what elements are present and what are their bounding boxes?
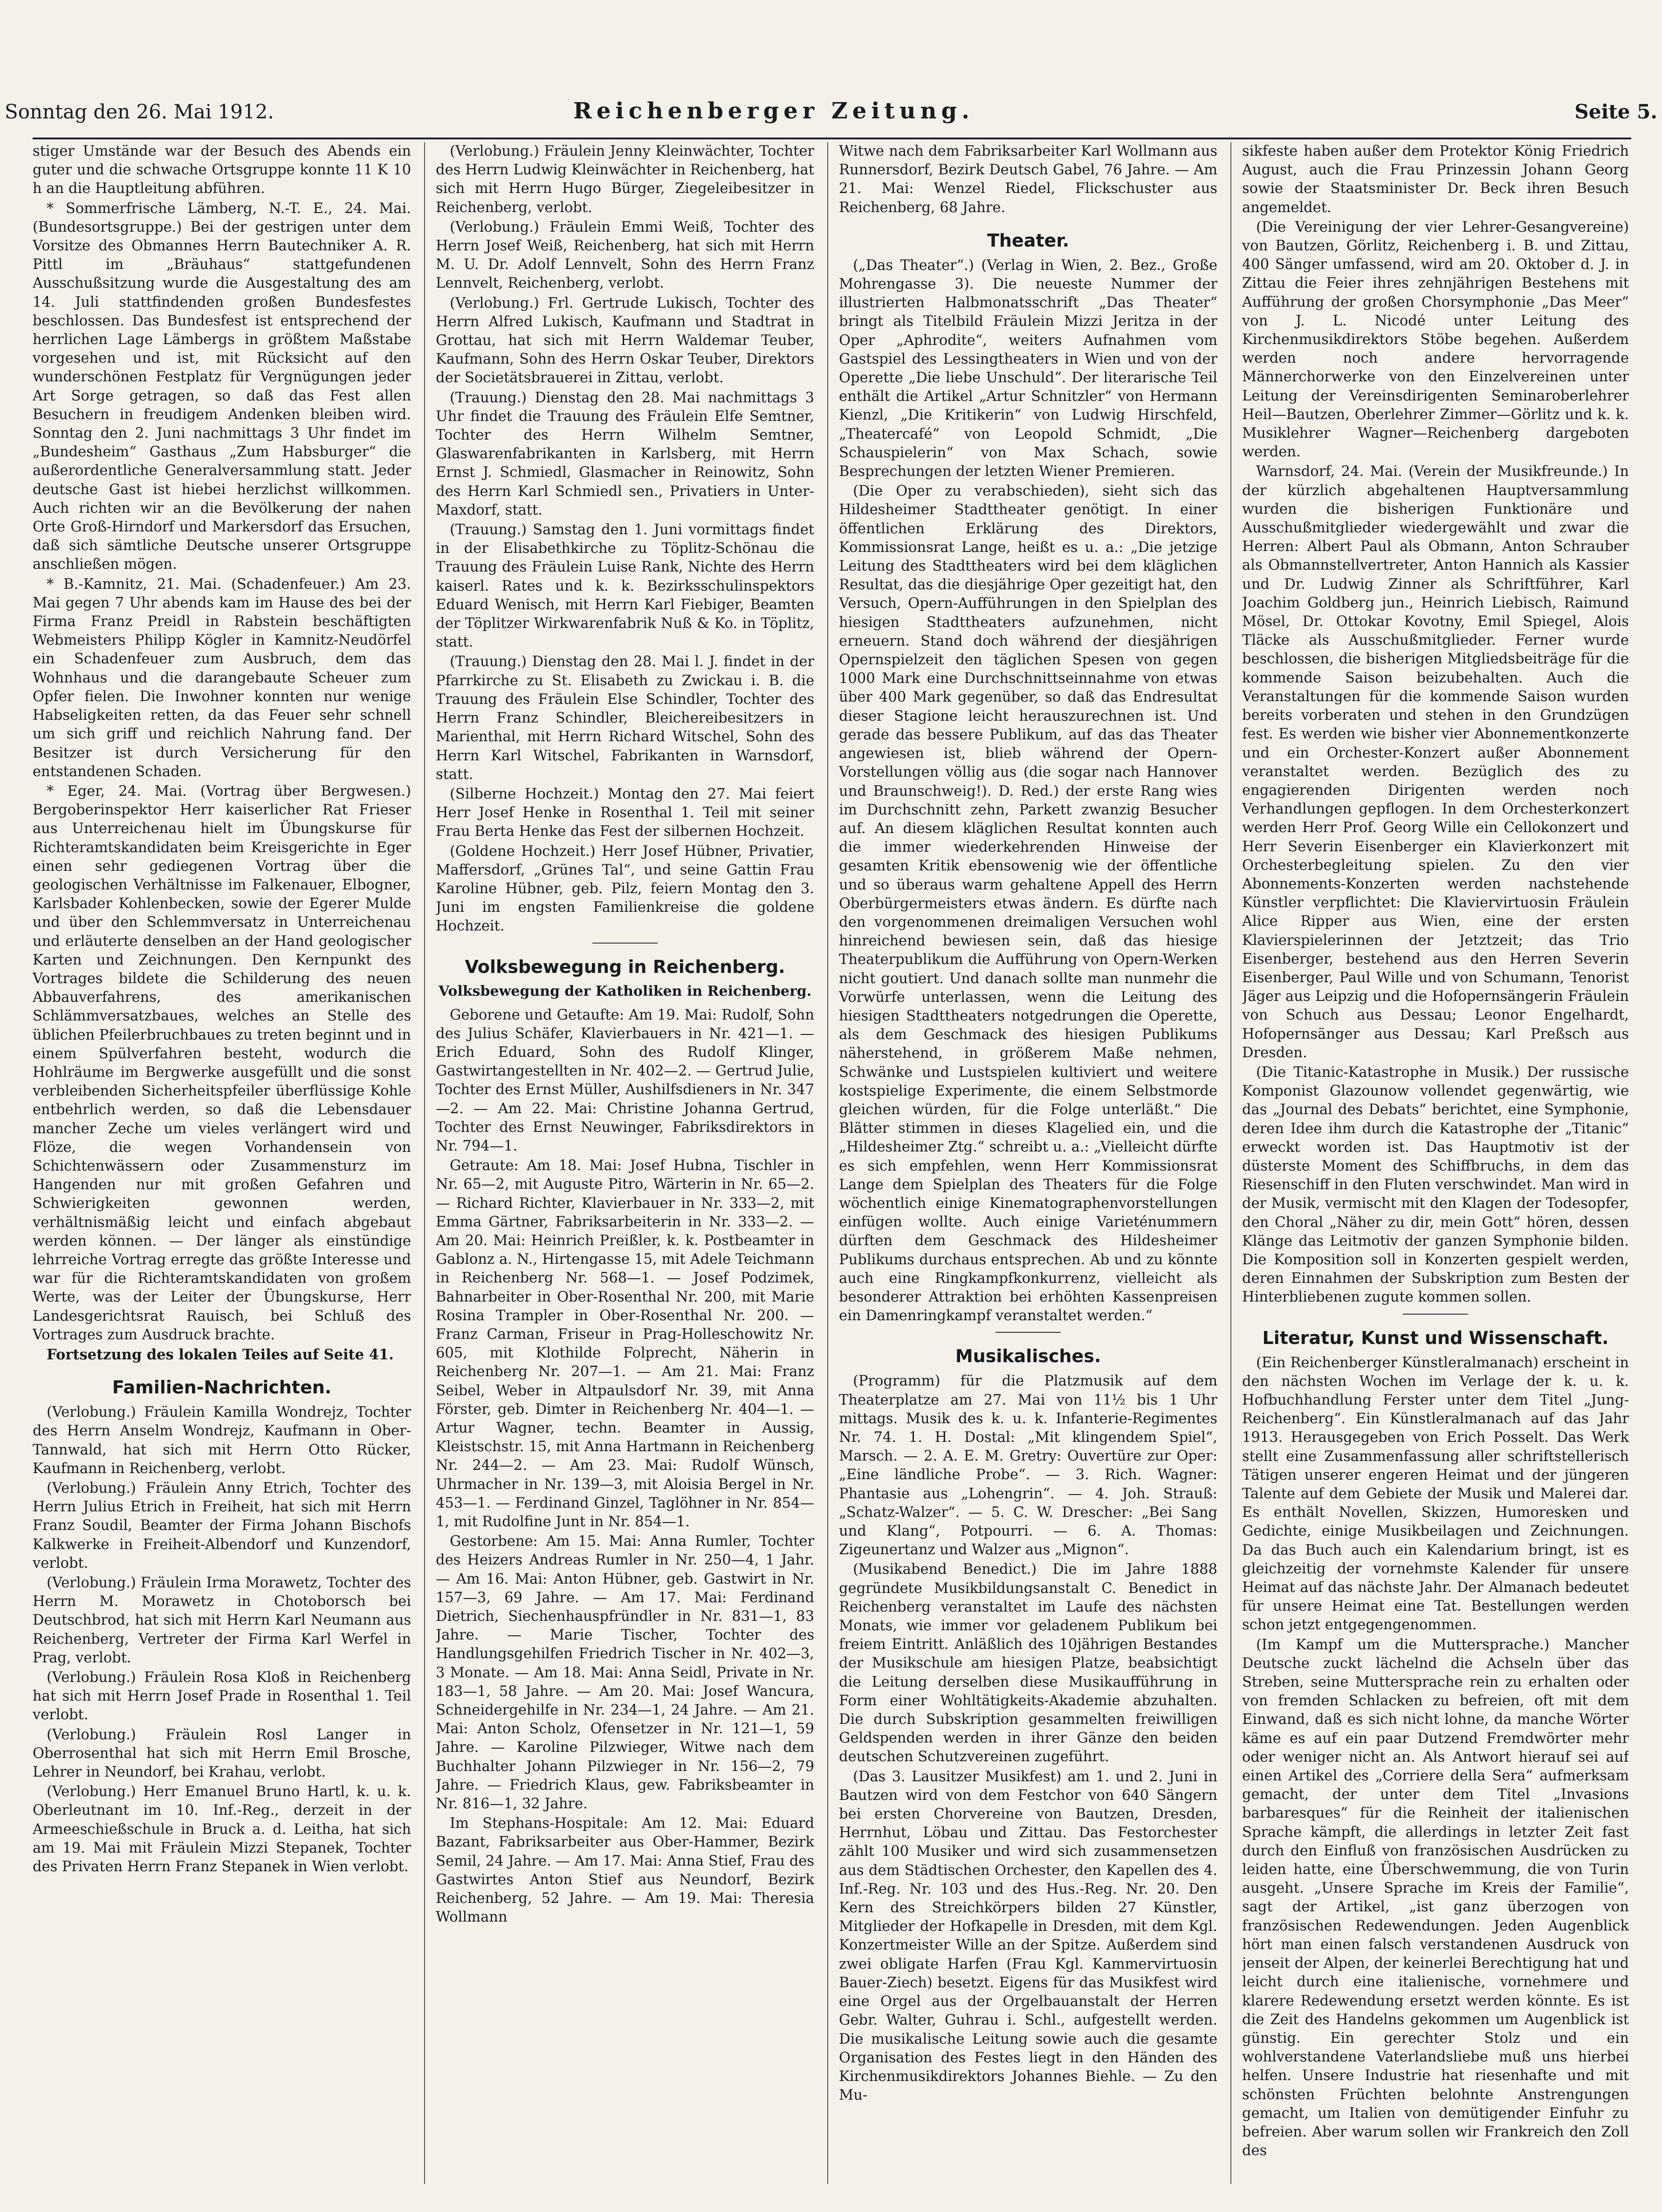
article-paragraph: stiger Umstände war der Besuch des Abends ein guter und die schwache Ortsgruppe konnte 11 K 10 h an die Hauptleitung abführen. bbox=[33, 143, 411, 197]
register-paragraph: Getraute: Am 18. Mai: Josef Hubna, Tischler in Nr. 65—2, mit Auguste Pitro, Wärterin in Nr. 65—2. — Richard Richter, Klavierbauer in Nr. 333—2, mit Emma Gärtner, Fabriksarbeiterin in Nr. 333—2. — Am 20. Mai: Heinrich Preißler, k. k. Postbeamter in Gablonz a. N., Hirtengasse 15, mit Adele Teichmann in Reichenberg Nr. 568—1. — Josef Podzimek, Bahnarbeiter in Ober-Rosenthal Nr. 200, mit Marie Rosina Trampler in Ober-Rosenthal Nr. 200. — Franz Carman, Friseur in Prag-Holleschowitz Nr. 605, mit Klothilde Folprecht, Näherin in Reichenberg Nr. 207—1. — Am 21. Mai: Franz Seibel, Weber in Altpaulsdorf Nr. 39, mit Anna Förster, geb. Dimter in Reichenberg Nr. 404—1. — Artur Wagner, techn. Beamter in Aussig, Kleistschstr. 15, mit Anna Hartmann in Reichenberg Nr. 244—2. — Am 23. Mai: Rudolf Wünsch, Uhrmacher in Nr. 139—3, mit Aloisia Bergel in Nr. 453—1. — Ferdinand Ginzel, Taglöhner in Nr. 854—1, mit Rudolfine Junt in Nr. 854—1. bbox=[436, 1158, 814, 1530]
family-notice: (Verlobung.) Fräulein Anny Etrich, Tochter des Herrn Julius Etrich in Freiheit, hat sich mit Herrn Franz Soudil, Beamter der Firma Johann Bischofs Kalkwerke in Freiheit-Albendorf und Kunzendorf, verlobt. bbox=[33, 1480, 411, 1571]
register-paragraph: Gestorbene: Am 15. Mai: Anna Rumler, Tochter des Heizers Andreas Rumler in Nr. 250—4, 1 Jahr. — Am 16. Mai: Anton Hübner, geb. Gastwirt in Nr. 157—3, 69 Jahre. — Am 17. Mai: Ferdinand Dietrich, Siechenhauspfründler in Nr. 831—1, 83 Jahre. — Marie Tischer, Tochter des Handlungsgehilfen Friedrich Tischer in Nr. 402—3, 3 Monate. — Am 18. Mai: Anna Seidl, Private in Nr. 183—1, 58 Jahre. — Am 20. Mai: Josef Wancura, Schneidergehilfe in Nr. 234—1, 24 Jahre. — Am 21. Mai: Anton Scholz, Ofensetzer in Nr. 121—1, 59 Jahre. — Karoline Pilzwieger, Witwe nach dem Buchhalter Johann Pilzwieger in Nr. 156—2, 79 Jahre. — Friedrich Klaus, gew. Fabriksbeamter in Nr. 816—1, 32 Jahre. bbox=[436, 1533, 814, 1812]
article-paragraph: * Sommerfrische Lämberg, N.-T. E., 24. Mai. (Bundesortsgruppe.) Bei der gestrigen unter dem Vorsitze des Obmannes Herrn Bautechniker A. R. Pittl im „Bräuhaus“ stattgefundenen Ausschußsitzung wurde die Ausgestaltung des am 14. Juli stattfindenden großen Bundesfestes beschlossen. Das Bundesfest ist entsprechend der herrlichen Lage Lämbergs in größtem Maßstabe vorgesehen und ist, mit Rücksicht auf den wunderschönen Festplatz für Vergnügungen jeder Art Sorge getragen, so daß das Fest allen Besuchern in freudigem Andenken bleiben wird. Sonntag den 2. Juni nachmittags 3 Uhr findet im „Bundesheim“ Gasthaus „Zum Habsburger“ die außerordentliche Generalversammlung statt. Jeder deutsche Gast ist hiebei herzlichst willkommen. Auch richten wir an die Bevölkerung der nahen Orte Groß-Hirndorf und Markersdorf das Ersuchen, daß sich sämtliche Deutsche unserer Ortsgruppe anschließen mögen. bbox=[33, 200, 411, 573]
theater-article: („Das Theater“.) (Verlag in Wien, 2. Bez., Große Mohrengasse 3). Die neueste Nummer der illustrierten Halbmonatsschrift „Das Theater“ bringt als Titelbild Fräulein Mizzi Jeritza in der Oper „Aphrodite“, weiters Aufnahmen vom Gastspiel des Lessingtheaters in Wien und von der Operette „Die liebe Unschuld“. Der literarische Teil enthält die Artikel „Artur Schnitzler“ von Hermann Kienzl, „Die Kritikerin“ von Ludwig Hirschfeld, „Theatercafé“ von Leopold Schmidt, „Die Schauspielerin“ von Max Schach, sowie Besprechungen der letzten Wiener Premieren. bbox=[839, 257, 1217, 480]
family-notice: (Verlobung.) Fräulein Rosl Langer in Oberrosenthal hat sich mit Herrn Emil Brosche, Lehrer in Neundorf, bei Krahau, verlobt. bbox=[33, 1726, 411, 1781]
masthead-title: Reichenberger Zeitung. bbox=[573, 98, 974, 124]
register-paragraph: Witwe nach dem Fabriksarbeiter Karl Wollmann aus Runnersdorf, Bezirk Deutsch Gabel, 76 Jahre. — Am 21. Mai: Wenzel Riedel, Flickschuster aus Reichenberg, 68 Jahre. bbox=[839, 143, 1217, 216]
family-notice: (Verlobung.) Fräulein Kamilla Wondrejz, Tochter des Herrn Anselm Wondrejz, Kaufmann in Ober-Tannwald, hat sich mit Herrn Otto Rücker, Kaufmann in Reichenberg, verlobt. bbox=[33, 1404, 411, 1477]
column-3 bbox=[839, 142, 1217, 2184]
column-2 bbox=[436, 142, 814, 2184]
family-notice: (Verlobung.) Fräulein Jenny Kleinwächter, Tochter des Herrn Ludwig Kleinwächter in Reichenberg, hat sich mit Herrn Hugo Bürger, Ziegeleibesitzer in Reichenberg, verlobt. bbox=[436, 143, 814, 216]
header-rule bbox=[33, 138, 1631, 139]
family-notice: (Goldene Hochzeit.) Herr Josef Hübner, Privatier, Maffersdorf, „Grünes Tal“, und seine Gattin Frau Karoline Hübner, geb. Pilz, feiern Montag den 3. Juni im engsten Familienkreise die goldene Hochzeit. bbox=[436, 843, 814, 935]
family-notice: (Verlobung.) Fräulein Irma Morawetz, Tochter des Herrn M. Morawetz in Chotoborsch bei Deutschbrod, hat sich mit Herrn Karl Neumann aus Reichenberg, Vertreter der Firma Karl Werfel in Prag, verlobt. bbox=[33, 1575, 411, 1666]
music-article: (Programm) für die Platzmusik auf dem Theaterplatze am 27. Mai von 11½ bis 1 Uhr mittags. Musik des k. u. k. Infanterie-Regimentes Nr. 74. 1. H. Dostal: „Mit klingendem Spiel“, Marsch. — 2. A. E. M. Gretry: Ouvertüre zur Oper: „Eine ländliche Probe“. — 3. Rich. Wagner: Phantasie aus „Lohengrin“. — 4. Joh. Strauß: „Schatz-Walzer“. — 5. C. W. Drescher: „Bei Sang und Klang“, Potpourri. — 6. A. Thomas: Zigeunertanz und Walzer aus „Mignon“. bbox=[839, 1373, 1217, 1558]
column-4 bbox=[1242, 142, 1629, 2184]
register-paragraph: Geborene und Getaufte: Am 19. Mai: Rudolf, Sohn des Julius Schäfer, Klavierbauers in Nr. 421—1. — Erich Eduard, Sohn des Rudolf Klinger, Gastwirtangestellten in Nr. 402—2. — Gertrud Julie, Tochter des Ernst Müller, Aushilfsdieners in Nr. 347—2. — Am 22. Mai: Christine Johanna Gertrud, Tochter des Ernst Neuwinger, Fabriksdirektors in Nr. 794—1. bbox=[436, 1006, 814, 1154]
family-notice: (Trauung.) Dienstag den 28. Mai nachmittags 3 Uhr findet die Trauung des Fräulein Elfe Semtner, Tochter des Herrn Wilhelm Semtner, Glaswarenfabrikanten in Karlsberg, mit Herrn Ernst J. Schmiedl, Glasmacher in Reinowitz, Sohn des Herrn Karl Schmiedl sen., Privatiers in Unter-Maxdorf, statt. bbox=[436, 389, 814, 518]
music-article: (Das 3. Lausitzer Musikfest) am 1. und 2. Juni in Bautzen wird von dem Festchor von 640 Sängern bei ersten Chorvereine von Bautzen, Dresden, Herrnhut, Löbau und Zittau. Das Festorchester zählt 100 Musiker und wird sich zusammensetzen aus dem Städtischen Orchester, den Kapellen des 4. Inf.-Reg. Nr. 103 und des Hus.-Reg. Nr. 20. Den Kern des Streichkörpers bilden 27 Künstler, Mitglieder der Hofkapelle in Dresden, mit dem Kgl. Konzertmeister Wille an der Spitze. Außerdem sind zwei obligate Harfen (Frau Kgl. Kammervirtuosin Bauer-Ziech) besetzt. Eigens für das Musikfest wird eine Orgel aus der Orgelbauanstalt der Herren Gebr. Walter, Guhrau i. Schl., aufgestellt werden. Die musikalische Leitung sowie auch die gesamte Organisation des Festes liegt in den Händen des Kirchenmusikdirektors Johannes Biehle. — Zu den Mu- bbox=[839, 1768, 1217, 2104]
continuation-note: Fortsetzung des lokalen Teiles auf Seite 41. bbox=[47, 1346, 394, 1363]
family-notice: (Verlobung.) Fräulein Emmi Weiß, Tochter des Herrn Josef Weiß, Reichenberg, hat sich mit Herrn M. U. Dr. Adolf Lennvelt, Sohn des Herrn Franz Lennvelt, Reichenberg, verlobt. bbox=[436, 219, 814, 292]
section-heading-literatur: Literatur, Kunst und Wissenschaft. bbox=[1262, 1327, 1609, 1348]
article-paragraph: * Eger, 24. Mai. (Vortrag über Bergwesen.) Bergoberinspektor Herr kaiserlicher Rat Frieser aus Unterreichenau hielt im Übungskurse für Richteramtskandidaten beim Kreisgerichte in Eger einen sehr gediegenen Vortrag über die geologischen Verhältnisse im Falkenauer, Elbogner, Karlsbader Kohlenbecken, sowie der Egerer Mulde und über den Schlemmversatz in Unterreichenau und erläuterte denselben an der Hand geologischer Karten und Zeichnungen. Den Kernpunkt des Vortrages bildete die Schilderung des neuen Abbauverfahrens, des amerikanischen Schlämmversatzbaues, welches an Stelle des üblichen Pfeilerbruchbaues zu treten beginnt und in einem Spülverfahren besteht, wodurch die Hohlräume im Bergwerke ausgefüllt und die sonst verbleibenden Sicherheitspfeiler überflüssige Kohle entbehrlich werden, so daß die Lebensdauer mancher Zeche um vieles verlängert wird und Flöze, die wegen Vorhandensein von Schichtenwässern oder Zusammensturz im Hangenden nur mit großen Gefahren und Schwierigkeiten gewonnen werden, verhältnismäßig leicht und einfach abgebaut werden können. — Der länger als einstündige lehrreiche Vortrag erregte das größte Interesse und war für die Richteramtskandidaten von großem Werte, was der Leiter der Übungskurse, Herr Landesgerichtsrat Rauisch, bei Schluß des Vortrages zum Ausdruck brachte. bbox=[33, 783, 411, 1343]
separator-rule bbox=[1403, 1314, 1468, 1315]
section-heading-volksbewegung: Volksbewegung in Reichenberg. bbox=[465, 956, 785, 977]
section-heading-musik: Musikalisches. bbox=[955, 1346, 1101, 1367]
family-notice: (Verlobung.) Frl. Gertrude Lukisch, Tochter des Herrn Alfred Lukisch, Kaufmann und Stadtrat in Grottau, hat sich mit Herrn Waldemar Teuber, Kaufmann, Sohn des Herrn Oskar Teuber, Direktors der Societätsbrauerei in Zittau, verlobt. bbox=[436, 295, 814, 386]
section-heading-theater: Theater. bbox=[987, 230, 1070, 251]
family-notice: (Silberne Hochzeit.) Montag den 27. Mai feiert Herr Josef Henke in Rosenthal 1. Teil mit seiner Frau Berta Henke das Fest der silbernen Hochzeit. bbox=[436, 786, 814, 840]
column-1 bbox=[33, 142, 411, 2184]
article-columns bbox=[33, 142, 1631, 2184]
subheading-volksbewegung: Volksbewegung der Katholiken in Reichenberg. bbox=[438, 983, 812, 999]
music-article: (Musikabend Benedict.) Die im Jahre 1888 gegründete Musikbildungsanstalt C. Benedict in Reichenberg veranstaltet im Laufe des nächsten Monats, wie immer vor geladenem Publikum bei freiem Eintritt. Anläßlich des 10jährigen Bestandes der Musikschule am hiesigen Platze, beabsichtigt die Leitung derselben diese Musikaufführung in Form einer Wohltätigkeits-Akademie abzuhalten. Die durch Subskription gesammelten freiwilligen Geldspenden werden in ihrer Gänze den beiden deutschen Schutzvereinen zugeführt. bbox=[839, 1561, 1217, 1765]
register-paragraph: Im Stephans-Hospitale: Am 12. Mai: Eduard Bazant, Fabriksarbeiter aus Ober-Hammer, Bezirk Semil, 24 Jahre. — Am 17. Mai: Anna Stief, Frau des Gastwirtes Anton Stief aus Neundorf, Bezirk Reichenberg, 52 Jahre. — Am 19. Mai: Theresia Wollmann bbox=[436, 1815, 814, 1926]
literature-article: (Ein Reichenberger Künstleralmanach) erscheint in den nächsten Wochen im Verlage der k. u. k. Hofbuchhandlung Ferster unter dem Titel „Jung-Reichenberg“. Ein Künstleralmanach auf das Jahr 1913. Herausgegeben von Erich Posselt. Das Werk stellt eine Zusammenfassung aller schriftstellerisch Tätigen unserer engeren Heimat und der jüngeren Talente auf dem Gebiete der Musik und Malerei dar. Es enthält Novellen, Skizzen, Humoresken und Gedichte, einige Musikbeilagen und Zeichnungen. Da das Buch auch ein Kalendarium bringt, ist es gleichzeitig der vornehmste Kalender für unsere Heimat auf das nächste Jahr. Der Almanach bedeutet für unsere Heimat eine Tat. Bestellungen werden schon jetzt entgegengenommen. bbox=[1242, 1354, 1629, 1633]
page-number: Seite 5. bbox=[1574, 100, 1657, 123]
theater-article: (Die Oper zu verabschieden), sieht sich das Hildesheimer Stadttheater genötigt. In einer öffentlichen Erklärung des Direktors, Kommissionsrat Lange, heißt es u. a.: „Die jetzige Leitung des Stadttheaters wird bei dem kläglichen Resultat, das die diesjährige Oper gezeitigt hat, den Versuch, Opern-Aufführungen in den Spielplan des hiesigen Stadttheaters aufzunehmen, nicht erneuern. Stand doch während der diesjährigen Opernspielzeit den täglichen Spesen von gegen 1000 Mark eine Durchschnittseinnahme von etwas über 400 Mark gegenüber, so daß das Endresultat dieser Stagione leicht herauszurechnen ist. Und gerade das bessere Publikum, auf das das Theater angewiesen ist, blieb während der Opern-Vorstellungen völlig aus (die sogar nach Hannover und Braunschweig!). D. Red.) der erste Rang wies im Durchschnitt zehn, Parkett zwanzig Besucher auf. An diesem kläglichen Resultat konnten auch die immer wiederkehrenden Hinweise der gesamten Kritik ebensowenig wie der öffentliche und so überaus warm gehaltene Appell des Herrn Oberbürgermeisters etwas ändern. Es dürfte nach den vorgenommenen dreimaligen Versuchen wohl hinreichend bewiesen sein, daß das hiesige Theaterpublikum die Aufführung von Opern-Werken nicht goutiert. Und danach sollte man nunmehr die Vorwürfe unterlassen, wenn die Leitung des hiesigen Stadttheaters notgedrungen die Operette, als dem Geschmack des hiesigen Publikums näherstehend, in größerem Maße nehmen, Schwänke und Lustspielen kultiviert und weitere kostspielige Experimente, die einem Selbstmorde gleichen würden, für die Folge unterläßt.“ Die Blätter stimmen in dieses Klagelied ein, und die „Hildesheimer Ztg.“ schreibt u. a.: „Vielleicht dürfte es sich empfehlen, wenn Herr Kommissionsrat Lange dem Spielplan des Theaters für die Folge wöchentlich einige Kinematographenvorstellungen einfügen wollte. Auch einige Varieténummern dürften dem Geschmack des Hildesheimer Publikums durchaus entsprechen. Ab und zu könnte auch eine Ringkampfkonkurrenz, vielleicht als besonderer Attraktion bei erhöhten Kassenpreisen ein Damenringkampf veranstaltet werden.“ bbox=[839, 483, 1217, 1324]
literature-article: (Im Kampf um die Muttersprache.) Mancher Deutsche zuckt lächelnd die Achseln über das Streben, seine Muttersprache rein zu erhalten oder von fremden Schlacken zu befreien, oft mit dem Einwand, daß es sich nicht lohne, da manche Wörter käme es auf ein paar Dutzend Fremdwörter mehr oder weniger nicht an. Als Antwort hierauf sei auf einen Artikel des „Corriere della Sera“ aufmerksam gemacht, der unter dem Titel „Invasions barbaresques“ für die Reinheit der italienischen Sprache kämpft, die allerdings in letzter Zeit fast durch den Einfluß von französischen Ausdrücken zu leiden hatte, eine Überschwemmung, die von Turin ausgeht. „Unsere Sprache im Kreis der Familie“, sagt der Artikel, „ist ganz überzogen von französischen Redewendungen. Jeden Augenblick hört man einen falsch verstandenen Ausdruck von jenseit der Alpen, der keinerlei Berechtigung hat und leicht durch eine italienische, vornehmere und klarere Redewendung ersetzt werden könnte. Es ist die Zeit des Handelns gekommen um Augenblick ist günstig. Ein gerechter Stolz und ein wohlverstandene Vaterlandsliebe muß uns hierbei helfen. Unsere Industrie hat riesenhafte und mit schönsten Früchten belohnte Anstrengungen gemacht, um Italien von demütigender Einfuhr zu befreien. Aber warum sollen wir Frankreich den Zoll des bbox=[1242, 1636, 1629, 2159]
family-notice: (Verlobung.) Herr Emanuel Bruno Hartl, k. u. k. Oberleutnant im 10. Inf.-Reg., derzeit in der Armeeschießschule in Bruck a. d. Leitha, hat sich am 19. Mai mit Fräulein Mizzi Stepanek, Tochter des Privaten Herrn Franz Stepanek in Wien verlobt. bbox=[33, 1784, 411, 1875]
family-notice: (Trauung.) Samstag den 1. Juni vormittags findet in der Elisabethkirche zu Töplitz-Schönau die Trauung des Fräulein Luise Rank, Nichte des Herrn kaiserl. Rates und k. k. Bezirksschulinspektors Eduard Wenisch, mit Herrn Karl Fiebiger, Beamten der Töplitzer Wirkwarenfabrik Nuß & Ko. in Töplitz, statt. bbox=[436, 522, 814, 651]
music-article: sikfeste haben außer dem Protektor König Friedrich August, auch die Frau Prinzessin Johann Georg sowie der Staatsminister Dr. Beck ihren Besuch angemeldet. bbox=[1242, 143, 1629, 216]
article-paragraph: * B.-Kamnitz, 21. Mai. (Schadenfeuer.) Am 23. Mai gegen 7 Uhr abends kam im Hause des bei der Firma Franz Preidl in Rabstein beschäftigten Webmeisters Philipp Kögler in Kamnitz-Neudörfel ein Schadenfeuer zum Ausbruch, dem das Wohnhaus und die darangebaute Scheuer zum Opfer fielen. Die Inwohner konnten nur wenige Habseligkeiten retten, da das Feuer sehr schnell um sich griff und reichlich Nahrung fand. Der Besitzer ist durch Versicherung für den entstandenen Schaden. bbox=[33, 576, 411, 780]
family-notice: (Verlobung.) Fräulein Rosa Kloß in Reichenberg hat sich mit Herrn Josef Prade in Rosenthal 1. Teil verlobt. bbox=[33, 1669, 411, 1723]
music-article: (Die Vereinigung der vier Lehrer-Gesangvereine) von Bautzen, Görlitz, Reichenberg i. B. und Zittau, 400 Sänger umfassend, wird am 20. Oktober d. J. in Zittau die Feier ihres zehnjährigen Bestehens mit Aufführung der großen Chorsymphonie „Das Meer“ von J. L. Nicodé unter Leitung des Kirchenmusikdirektors Stöbe begehen. Außerdem werden noch andere hervorragende Männerchorwerke von den Einzelvereinen unter Leitung der Vereinsdirigenten Seminaroberlehrer Heil—Bautzen, Oberlehrer Zimmer—Görlitz und k. k. Musiklehrer Wagner—Reichenberg dargeboten werden. bbox=[1242, 219, 1629, 461]
family-notice: (Trauung.) Dienstag den 28. Mai l. J. findet in der Pfarrkirche zu St. Elisabeth zu Zwickau i. B. die Trauung des Fräulein Else Schindler, Tochter des Herrn Franz Schindler, Bleichereibesitzers in Marienthal, mit Herrn Richard Witschel, Sohn des Herrn Karl Witschel, Fabrikanten in Warnsdorf, statt. bbox=[436, 654, 814, 783]
section-heading-family: Familien-Nachrichten. bbox=[112, 1377, 332, 1398]
separator-rule bbox=[996, 1332, 1061, 1333]
separator-rule bbox=[592, 943, 658, 944]
music-article: (Die Titanic-Katastrophe in Musik.) Der russische Komponist Glazounow vollendet gegenwärtig, wie das „Journal des Debats“ berichtet, eine Symphonie, deren Idee ihm durch die Katastrophe der „Titanic“ erweckt worden ist. Das Hauptmotiv ist der düsterste Moment des Schiffbruchs, in dem das Riesenschiff in den Fluten verschwindet. Man wird in der Musik, vermischt mit den Klagen der Todesopfer, den Choral „Näher zu dir, mein Gott“ hören, dessen Klänge das Leitmotiv der ganzen Symphonie bilden. Die Komposition soll in Konzerten gespielt werden, deren Einnahmen der Subskription zum Besten der Hinterbliebenen zugute kommen sollen. bbox=[1242, 1064, 1629, 1306]
header-date: Sonntag den 26. Mai 1912. bbox=[5, 100, 274, 123]
music-article: Warnsdorf, 24. Mai. (Verein der Musikfreunde.) In der kürzlich abgehaltenen Hauptversammlung wurden die bisherigen Funktionäre und Ausschußmitglieder wiedergewählt und zwar die Herren: Albert Paul als Obmann, Anton Schrauber als Obmannstellvertreter, Anton Hannich als Kassier und Dr. Ludwig Zinner als Schriftführer, Karl Joachim Goldberg jun., Heinrich Liebisch, Raimund Mösel, Dr. Ottokar Kovotny, Emil Spiegel, Alois Tläcke als Ausschußmitglieder. Ferner wurde beschlossen, die bisherigen Mitgliedsbeiträge für die kommende Saison beizubehalten. Auch die Veranstaltungen für die kommende Saison wurden bereits vorberaten und stehen in den Grundzügen fest. Es werden wie bisher vier Abonnementkonzerte und ein Orchester-Konzert außer Abonnement veranstaltet werden. Bezüglich des zu engagierenden Dirigenten werden noch Verhandlungen gepflogen. In dem Orchesterkonzert werden Herr Prof. Georg Wille ein Cellokonzert und Herr Severin Eisenberger ein Klavierkonzert mit Orchesterbegleitung spielen. Zu den vier Abonnements-Konzerten werden nachstehende Künstler verpflichtet: Die Klaviervirtuosin Fräulein Alice Ripper aus Wien, eine der ersten Klavierspielerinnen der Jetztzeit; das Trio Eisenberger, bestehend aus den Herren Severin Eisenberger, Paul Wille und von Schumann, Tenorist Jäger aus Leipzig und die Hofopernsängerin Fräulein von Schuch aus Dessau; Leonor Engelhardt, Hofopernsänger aus Dessau; Karl Preßsch aus Dresden. bbox=[1242, 463, 1629, 1061]
